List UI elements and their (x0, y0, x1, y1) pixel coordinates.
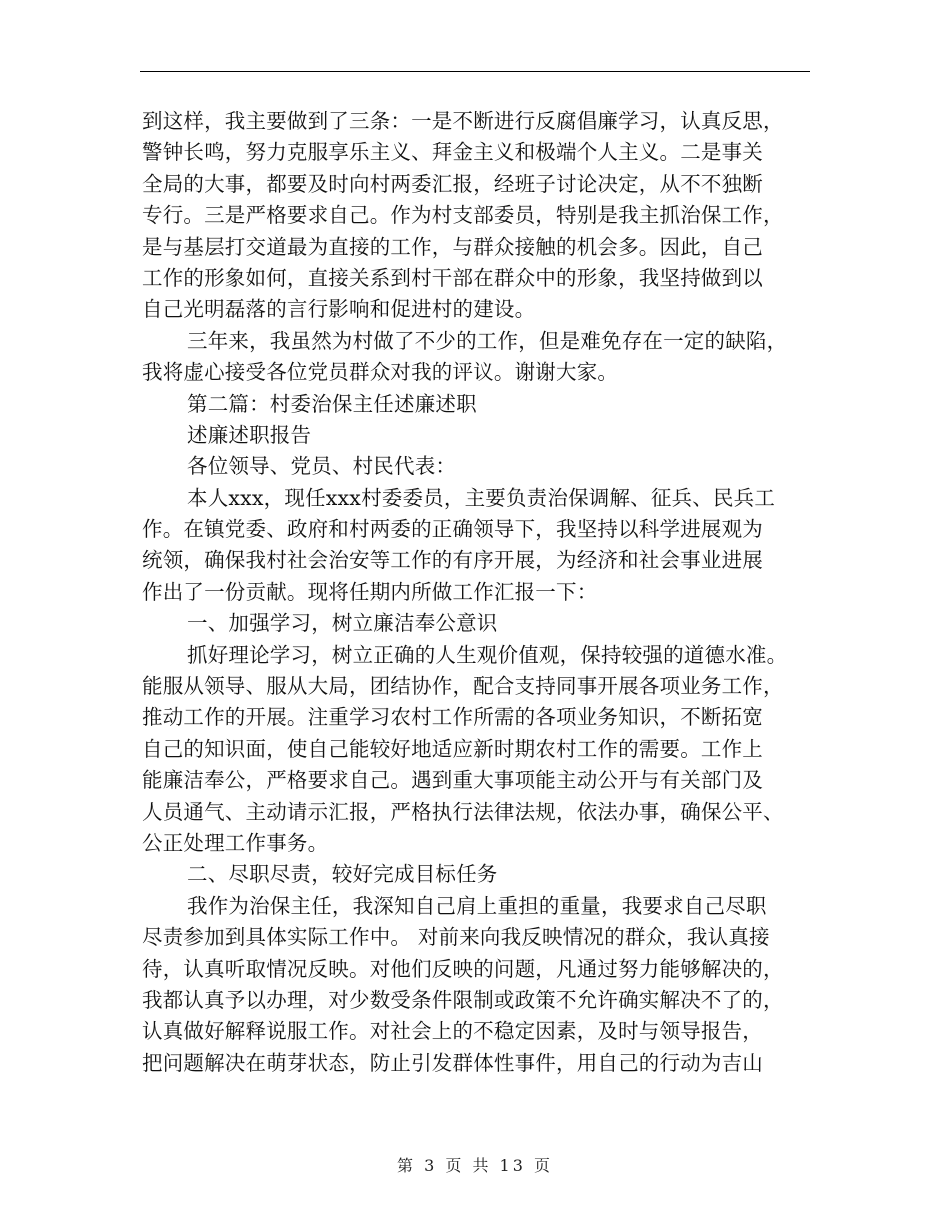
text-line: 认真做好解释说服工作。对社会上的不稳定因素，及时与领导报告， (142, 1019, 763, 1044)
text-line: 到这样，我主要做到了三条：一是不断进行反腐倡廉学习，认真反思， (142, 109, 784, 133)
text-line: 抓好理论学习，树立正确的人生观价值观，保持较强的道德水准。 (187, 642, 788, 667)
text-line: 警钟长鸣，努力克服享乐主义、拜金主义和极端个人主义。二是事关 (142, 140, 763, 165)
text-line: 能服从领导、服从大局，团结协作，配合支持同事开展各项业务工作， (142, 674, 784, 699)
text-line: 二、尽职尽责，较好完成目标任务 (187, 862, 498, 887)
text-line: 我作为治保主任，我深知自己肩上重担的重量，我要求自己尽职 (187, 893, 767, 918)
text-line: 是与基层打交道最为直接的工作，与群众接触的机会多。因此，自己 (142, 234, 763, 259)
text-line: 能廉洁奉公，严格要求自己。遇到重大事项能主动公开与有关部门及 (142, 768, 763, 793)
text-line: 自己光明磊落的言行影响和促进村的建设。 (142, 297, 536, 322)
header-rule (140, 71, 810, 72)
text-line: 尽责参加到具体实际工作中。 对前来向我反映情况的群众，我认真接 (142, 925, 770, 950)
text-line: 各位领导、党员、村民代表： (187, 454, 457, 479)
text-line: 三年来，我虽然为村做了不少的工作，但是难免存在一定的缺陷， (187, 328, 788, 353)
text-line: 自己的知识面，使自己能较好地适应新时期农村工作的需要。工作上 (142, 736, 763, 761)
page-footer: 第 3 页 共 13 页 (397, 1156, 553, 1175)
text-line: 工作的形象如何，直接关系到村干部在群众中的形象，我坚持做到以 (142, 265, 763, 290)
text-line: 人员通气、主动请示汇报，严格执行法律法规，依法办事，确保公平、 (142, 799, 784, 824)
text-line: 一、加强学习，树立廉洁奉公意识 (187, 611, 498, 636)
text-line: 述廉述职报告 (187, 422, 312, 447)
text-line: 公正处理工作事务。 (142, 830, 329, 855)
text-line: 第二篇：村委治保主任述廉述职 (187, 391, 477, 416)
text-line: 把问题解决在萌芽状态，防止引发群体性事件，用自己的行动为吉山 (142, 1050, 763, 1075)
text-line: 统领，确保我村社会治安等工作的有序开展，为经济和社会事业进展 (142, 548, 763, 573)
text-line: 专行。三是严格要求自己。作为村支部委员，特别是我主抓治保工作， (142, 203, 784, 228)
text-line: 作出了一份贡献。现将任期内所做工作汇报一下： (142, 579, 598, 604)
document-body (142, 106, 812, 1079)
text-line: 作。在镇党委、政府和村两委的正确领导下，我坚持以科学进展观为 (142, 517, 763, 542)
text-line: 全局的大事，都要及时向村两委汇报，经班子讨论决定，从不不独断 (142, 171, 763, 196)
text-line: 我将虚心接受各位党员群众对我的评议。谢谢大家。 (142, 360, 619, 385)
text-line: 待，认真听取情况反映。对他们反映的问题，凡通过努力能够解决的， (142, 956, 784, 981)
text-line: 我都认真予以办理，对少数受条件限制或政策不允许确实解决不了的， (142, 987, 784, 1012)
text-line: 本人xxx，现任xxx村委委员，主要负责治保调解、征兵、民兵工 (187, 485, 776, 510)
text-line: 推动工作的开展。注重学习农村工作所需的各项业务知识，不断拓宽 (142, 705, 763, 730)
